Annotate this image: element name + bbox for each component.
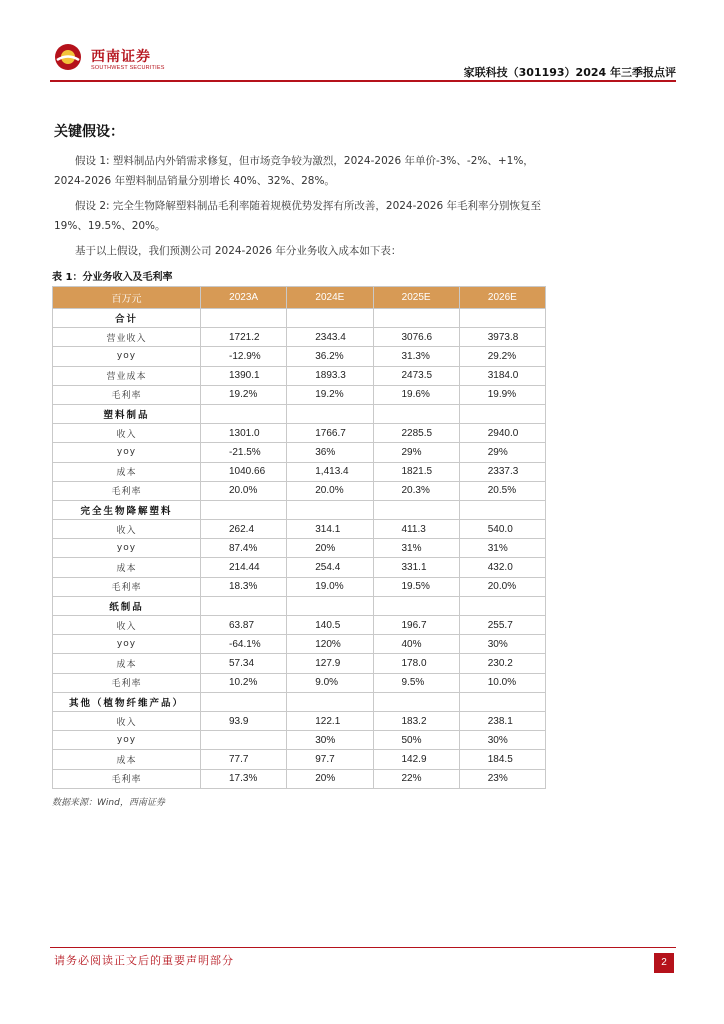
- table-cell: [201, 692, 287, 711]
- table-cell: 238.1: [459, 711, 545, 730]
- row-label: 收入: [53, 520, 201, 539]
- table-cell: 93.9: [201, 711, 287, 730]
- data-source-note: 数据来源：Wind，西南证券: [52, 798, 165, 808]
- table-cell: 50%: [373, 731, 459, 750]
- table-cell: 20.0%: [287, 481, 373, 500]
- table-cell: 19.5%: [373, 577, 459, 596]
- table-cell: [373, 692, 459, 711]
- table-cell: 540.0: [459, 520, 545, 539]
- table-cell: 2940.0: [459, 424, 545, 443]
- logo-emblem-icon: [53, 42, 83, 72]
- table-cell: 140.5: [287, 616, 373, 635]
- table-row: [53, 443, 546, 462]
- table-cell: 196.7: [373, 616, 459, 635]
- table-cell: 1893.3: [287, 366, 373, 385]
- report-title: 家联科技（301193）2024 年三季报点评: [463, 66, 676, 79]
- table-cell: 22%: [373, 769, 459, 788]
- assumption-2-paragraph: 假设 2: 完全生物降解塑料制品毛利率随着规模优势发挥有所改善，2024-2026 年毛利率分别恢复至 19%、19.5%、20%。: [54, 200, 541, 232]
- table-cell: [459, 596, 545, 615]
- table-cell: [373, 500, 459, 519]
- table-row: [53, 616, 546, 635]
- row-label: 毛利率: [53, 481, 201, 500]
- table-cell: 255.7: [459, 616, 545, 635]
- column-header: 2025E: [373, 287, 459, 309]
- table-cell: 31%: [373, 539, 459, 558]
- section-title: 关键假设：: [54, 124, 124, 140]
- column-header: 2023A: [201, 287, 287, 309]
- table-cell: 1390.1: [201, 366, 287, 385]
- table-group-row: [53, 596, 546, 615]
- row-label: yoy: [53, 347, 201, 366]
- column-header: 百万元: [53, 287, 201, 309]
- table-cell: 20.3%: [373, 481, 459, 500]
- row-label: yoy: [53, 635, 201, 654]
- company-logo: [53, 40, 213, 78]
- table-cell: [373, 309, 459, 328]
- table-cell: -64.1%: [201, 635, 287, 654]
- table-row: [53, 539, 546, 558]
- table-cell: 184.5: [459, 750, 545, 769]
- table-group-row: [53, 500, 546, 519]
- table-cell: 1821.5: [373, 462, 459, 481]
- table-cell: 18.3%: [201, 577, 287, 596]
- table-group-row: [53, 309, 546, 328]
- header-divider: [50, 80, 676, 82]
- table-cell: [287, 500, 373, 519]
- table-cell: 1,413.4: [287, 462, 373, 481]
- row-label: 成本: [53, 750, 201, 769]
- page-header: [50, 40, 676, 82]
- table-cell: 262.4: [201, 520, 287, 539]
- row-label: 毛利率: [53, 577, 201, 596]
- logo-name-cn: 西南证券: [91, 49, 151, 65]
- column-header: 2024E: [287, 287, 373, 309]
- table-cell: 57.34: [201, 654, 287, 673]
- table-row: [53, 462, 546, 481]
- table-row: [53, 635, 546, 654]
- table-cell: 142.9: [373, 750, 459, 769]
- row-label: yoy: [53, 443, 201, 462]
- table-cell: 19.2%: [201, 385, 287, 404]
- table-cell: 19.2%: [287, 385, 373, 404]
- table-cell: 9.5%: [373, 673, 459, 692]
- row-label: 成本: [53, 462, 201, 481]
- row-label: 塑料制品: [53, 404, 201, 423]
- table-cell: 2343.4: [287, 328, 373, 347]
- table-cell: 31%: [459, 539, 545, 558]
- assumption-1-paragraph: 假设 1: 塑料制品内外销需求修复，但市场竞争较为激烈，2024-2026 年单价-3%、-2%、+1%，2024-2026 年塑料制品销量分别增长 40%、32%、28%。: [54, 155, 534, 187]
- table-cell: 23%: [459, 769, 545, 788]
- table-caption: 表 1：分业务收入及毛利率: [52, 272, 173, 283]
- table-cell: [201, 596, 287, 615]
- table-cell: 1766.7: [287, 424, 373, 443]
- table-cell: 127.9: [287, 654, 373, 673]
- table-cell: 9.0%: [287, 673, 373, 692]
- table-cell: 10.0%: [459, 673, 545, 692]
- table-cell: 17.3%: [201, 769, 287, 788]
- row-label: 纸制品: [53, 596, 201, 615]
- table-header-row: [53, 287, 546, 309]
- table-cell: 19.0%: [287, 577, 373, 596]
- table-row: [53, 731, 546, 750]
- table-cell: 20.5%: [459, 481, 545, 500]
- table-cell: 3184.0: [459, 366, 545, 385]
- table-cell: -12.9%: [201, 347, 287, 366]
- revenue-margin-table: [52, 286, 546, 789]
- page-number: 2: [654, 953, 674, 973]
- table-cell: 1040.66: [201, 462, 287, 481]
- row-label: 合计: [53, 309, 201, 328]
- table-cell: [373, 404, 459, 423]
- table-cell: [201, 404, 287, 423]
- table-cell: 10.2%: [201, 673, 287, 692]
- table-cell: 36.2%: [287, 347, 373, 366]
- table-cell: 1301.0: [201, 424, 287, 443]
- forecast-intro-paragraph: 基于以上假设，我们预测公司 2024-2026 年分业务收入成本如下表：: [75, 245, 402, 257]
- disclaimer-note: 请务必阅读正文后的重要声明部分: [54, 954, 234, 967]
- table-cell: 432.0: [459, 558, 545, 577]
- table-cell: [459, 404, 545, 423]
- row-label: 营业成本: [53, 366, 201, 385]
- table-row: [53, 711, 546, 730]
- table-cell: [373, 596, 459, 615]
- row-label: yoy: [53, 731, 201, 750]
- table-cell: -21.5%: [201, 443, 287, 462]
- table-row: [53, 577, 546, 596]
- row-label: 毛利率: [53, 385, 201, 404]
- row-label: 毛利率: [53, 769, 201, 788]
- table-cell: 183.2: [373, 711, 459, 730]
- table-row: [53, 654, 546, 673]
- row-label: 营业收入: [53, 328, 201, 347]
- table-cell: 230.2: [459, 654, 545, 673]
- table-cell: 29%: [459, 443, 545, 462]
- table-cell: 87.4%: [201, 539, 287, 558]
- table-cell: 97.7: [287, 750, 373, 769]
- table-cell: [287, 692, 373, 711]
- row-label: 收入: [53, 424, 201, 443]
- table-cell: 77.7: [201, 750, 287, 769]
- table-cell: 30%: [459, 635, 545, 654]
- row-label: 完全生物降解塑料: [53, 500, 201, 519]
- row-label: 收入: [53, 711, 201, 730]
- table-cell: 2285.5: [373, 424, 459, 443]
- table-group-row: [53, 692, 546, 711]
- row-label: 成本: [53, 654, 201, 673]
- row-label: 收入: [53, 616, 201, 635]
- row-label: yoy: [53, 539, 201, 558]
- footer-divider: [50, 947, 676, 948]
- table-cell: 40%: [373, 635, 459, 654]
- table-cell: 20.0%: [459, 577, 545, 596]
- column-header: 2026E: [459, 287, 545, 309]
- table-cell: 254.4: [287, 558, 373, 577]
- table-cell: 20%: [287, 539, 373, 558]
- table-row: [53, 673, 546, 692]
- table-cell: 29%: [373, 443, 459, 462]
- table-cell: 2337.3: [459, 462, 545, 481]
- table-cell: 29.2%: [459, 347, 545, 366]
- table-cell: [287, 309, 373, 328]
- table-cell: 122.1: [287, 711, 373, 730]
- table-cell: 20.0%: [201, 481, 287, 500]
- table-cell: 214.44: [201, 558, 287, 577]
- table-cell: 1721.2: [201, 328, 287, 347]
- table-cell: 331.1: [373, 558, 459, 577]
- logo-name-en: SOUTHWEST SECURITIES: [91, 65, 165, 71]
- table-row: [53, 328, 546, 347]
- row-label: 毛利率: [53, 673, 201, 692]
- table-group-row: [53, 404, 546, 423]
- table-row: [53, 520, 546, 539]
- table-cell: 120%: [287, 635, 373, 654]
- table-cell: 19.6%: [373, 385, 459, 404]
- table-cell: [287, 596, 373, 615]
- table-cell: 411.3: [373, 520, 459, 539]
- table-cell: 31.3%: [373, 347, 459, 366]
- row-label: 其他（植物纤维产品）: [53, 692, 201, 711]
- table-row: [53, 769, 546, 788]
- table-cell: [201, 731, 287, 750]
- table-cell: 314.1: [287, 520, 373, 539]
- table-cell: 30%: [287, 731, 373, 750]
- table-cell: [201, 500, 287, 519]
- table-cell: 19.9%: [459, 385, 545, 404]
- table-cell: [459, 500, 545, 519]
- table-cell: [459, 309, 545, 328]
- table-cell: 3076.6: [373, 328, 459, 347]
- table-cell: 30%: [459, 731, 545, 750]
- table-row: [53, 481, 546, 500]
- table-cell: 3973.8: [459, 328, 545, 347]
- table-cell: [201, 309, 287, 328]
- table-row: [53, 558, 546, 577]
- table-cell: [287, 404, 373, 423]
- table-row: [53, 347, 546, 366]
- table-cell: 2473.5: [373, 366, 459, 385]
- table-row: [53, 385, 546, 404]
- table-cell: [459, 692, 545, 711]
- table-cell: 63.87: [201, 616, 287, 635]
- table-cell: 36%: [287, 443, 373, 462]
- table-cell: 178.0: [373, 654, 459, 673]
- table-row: [53, 750, 546, 769]
- table-cell: 20%: [287, 769, 373, 788]
- row-label: 成本: [53, 558, 201, 577]
- table-row: [53, 366, 546, 385]
- table-row: [53, 424, 546, 443]
